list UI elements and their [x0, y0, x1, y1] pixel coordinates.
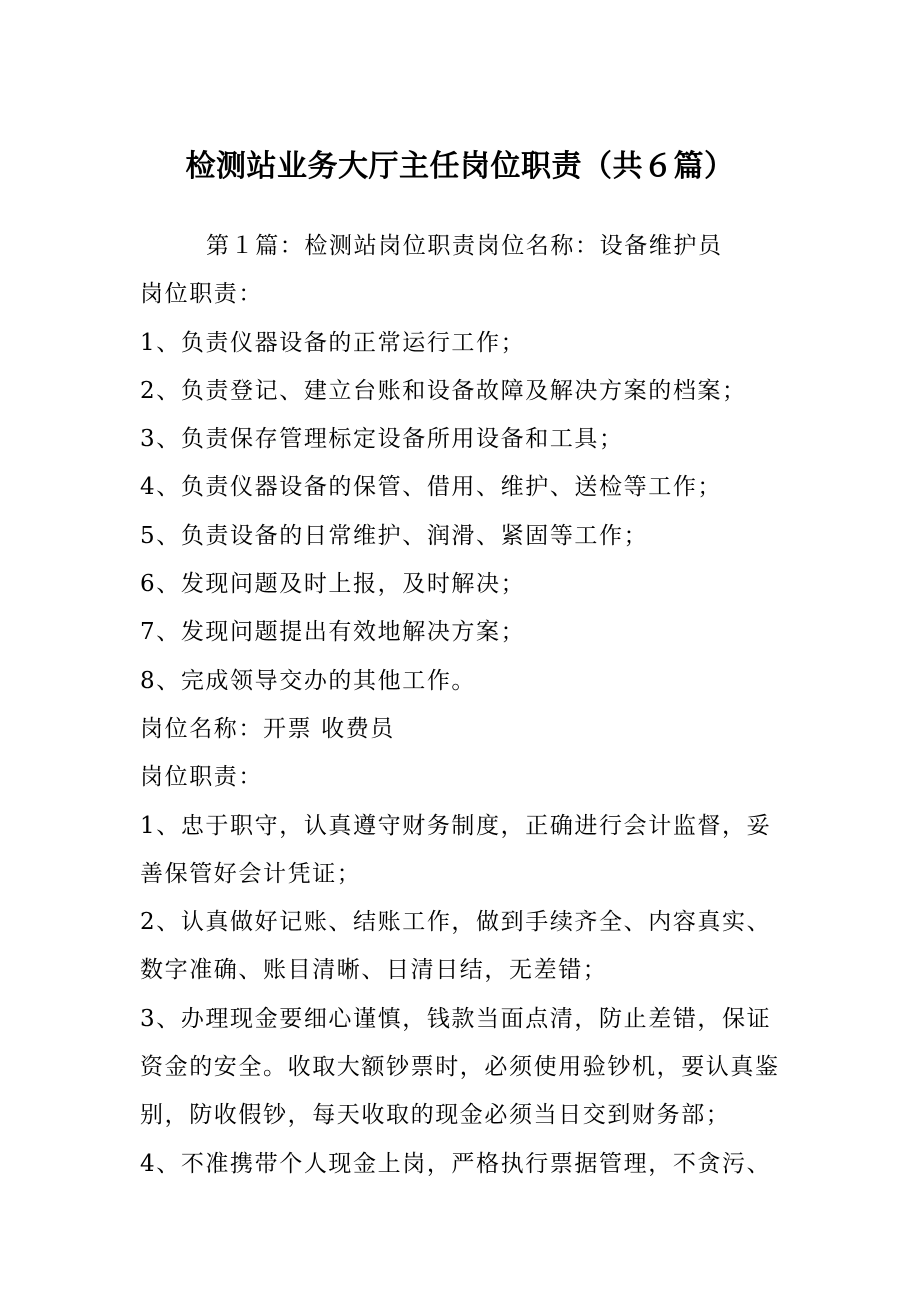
paragraph-line: 6、发现问题及时上报，及时解决；: [140, 571, 526, 598]
document-body: [140, 222, 780, 1188]
paragraph-line: 1、忠于职守，认真遵守财务制度，正确进行会计监督，妥: [140, 812, 772, 839]
paragraph-line: 8、完成领导交办的其他工作。: [140, 667, 477, 694]
paragraph-line: 2、认真做好记账、结账工作，做到手续齐全、内容真实、: [140, 909, 772, 936]
paragraph-line: 7、发现问题提出有效地解决方案；: [140, 619, 526, 646]
paragraph-line: 5、负责设备的日常维护、润滑、紧固等工作；: [140, 522, 649, 549]
paragraph-line: 数字准确、账目清晰、日清日结，无差错；: [140, 957, 608, 984]
document-title: 检测站业务大厅主任岗位职责（共６篇）: [185, 149, 735, 184]
paragraph-line: 别，防收假钞，每天收取的现金必须当日交到财务部；: [140, 1102, 731, 1129]
paragraph-line: 善保管好会计凭证；: [140, 860, 362, 887]
paragraph-line: 3、负责保存管理标定设备所用设备和工具；: [140, 426, 624, 453]
paragraph-line: 岗位名称：开票 收费员: [140, 715, 395, 742]
paragraph-line: 岗位职责：: [140, 764, 263, 791]
paragraph-line: 1、负责仪器设备的正常运行工作；: [140, 329, 526, 356]
paragraph-line: 4、不准携带个人现金上岗，严格执行票据管理，不贪污、: [140, 1150, 772, 1177]
paragraph-line: 3、办理现金要细心谨慎，钱款当面点清，防止差错，保证: [140, 1005, 772, 1032]
paragraph-line: 2、负责登记、建立台账和设备故障及解决方案的档案；: [140, 377, 747, 404]
paragraph-line: 资金的安全。收取大额钞票时，必须使用验钞机，要认真鉴: [140, 1054, 780, 1081]
section-heading: 第１篇：检测站岗位职责岗位名称：设备维护员: [206, 233, 723, 259]
paragraph-line: 4、负责仪器设备的保管、借用、维护、送检等工作；: [140, 474, 723, 501]
paragraph-line: 岗位职责：: [140, 281, 263, 308]
